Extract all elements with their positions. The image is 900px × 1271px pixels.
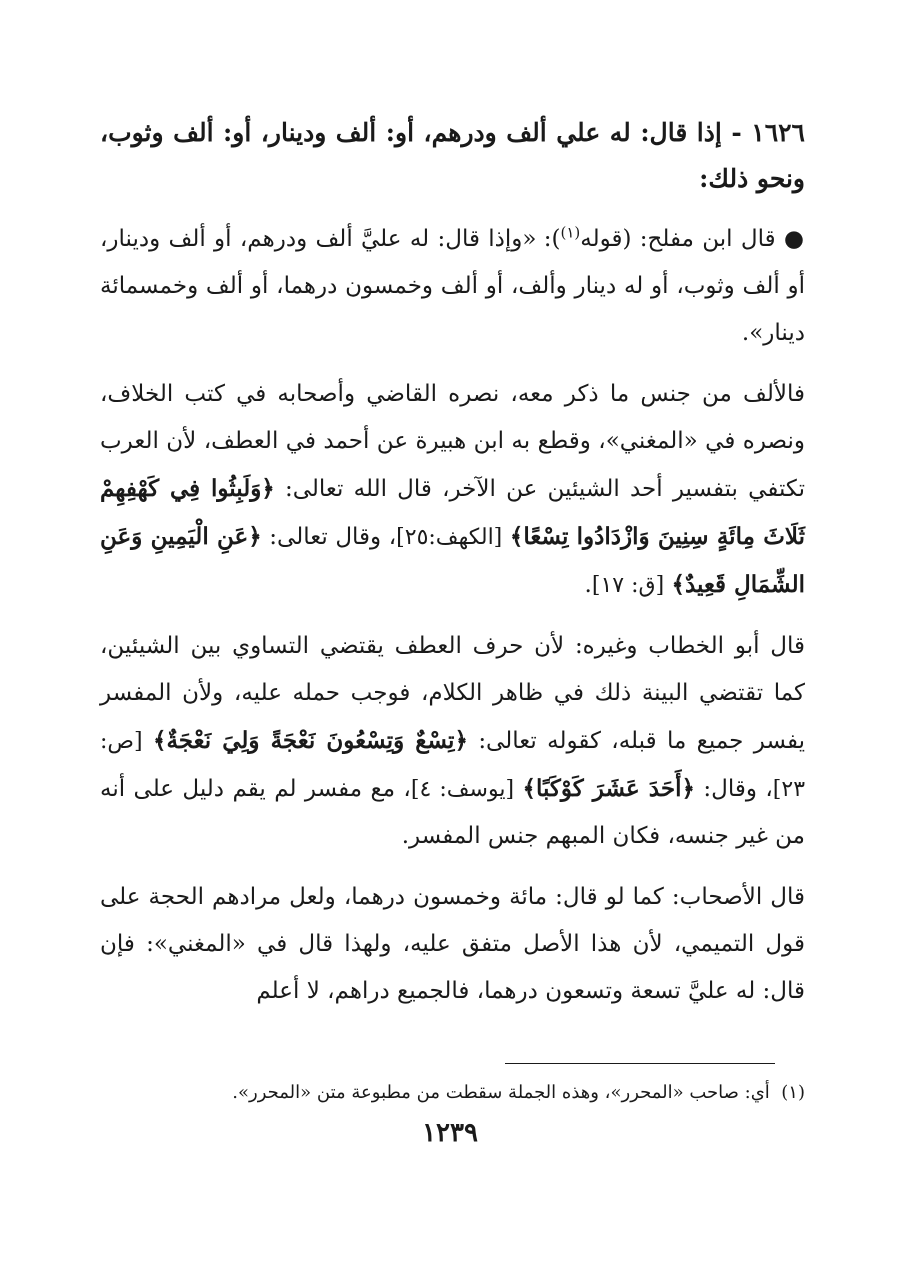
section-number: ١٦٢٦ - (731, 118, 805, 147)
paragraph-3 (100, 623, 805, 860)
paragraph-1-rest: ): «وإذا قال: له عليَّ ألف ودرهم، أو ألف ودينار، أو ألف وثوب، أو له دينار وألف، أو ألف وخمسون درهما، أو ألف وخمسمائة دينار». (100, 226, 805, 346)
verse-reference-kahf: [الكهف:٢٥] (396, 525, 503, 550)
footnote-divider (505, 1063, 775, 1064)
footnote-marker: (١) (781, 1082, 805, 1103)
paragraph-3-text-2: ، وقال: (703, 776, 773, 802)
paragraph-2-text-1: فالألف من جنس ما ذكر معه، نصره القاضي وأصحابه في كتب الخلاف، ونصره في «المغني»، وقطع به ابن هبيرة عن أحمد في العطف، لأن العرب تكتفي بتفسير أحد الشيئين عن الآخر، قال الله تعالى: (100, 381, 806, 502)
page-body (100, 110, 805, 1029)
paragraph-3-text-1: قال أبو الخطاب وغيره: لأن حرف العطف يقتضي التساوي بين الشيئين، كما تقتضي البينة ذلك في ظاهر الكلام، فوجب حمله عليه، ولأن المفسر يفسر جميع ما قبله، كقوله تعالى: (100, 633, 806, 754)
paragraph-2-text-2: ، وقال تعالى: (269, 524, 397, 550)
quran-verse-yusuf: ﴿أَحَدَ عَشَرَ كَوْكَبًا﴾ (522, 775, 695, 802)
section-heading (100, 110, 805, 202)
footnote-reference[interactable]: (١) (560, 223, 581, 242)
quran-verse-sad: ﴿تِسْعٌ وَتِسْعُونَ نَعْجَةً وَلِيَ نَعْجَةٌ﴾ (152, 727, 468, 754)
verse-reference-qaf: [ق: ١٧] (591, 573, 665, 598)
paragraph-4-text: قال الأصحاب: كما لو قال: مائة وخمسون درهما، ولعل مرادهم الحجة على قول التميمي، لأن هذا الأصل متفق عليه، ولهذا قال في «المغني»: فإن قال: له عليَّ تسعة وتسعون درهما، فالجميع دراهم، لا أعلم (100, 884, 805, 1004)
footnote-text: أي: صاحب «المحرر»، وهذه الجملة سقطت من مطبوعة متن «المحرر». (232, 1082, 770, 1103)
quran-verse-kahf: ﴿وَلَبِثُوا فِي كَهْفِهِمْ ثَلَاثَ مِائَةٍ سِنِينَ وَازْدَادُوا تِسْعًا﴾ (100, 475, 805, 550)
verse-reference-sad: [ص: ٢٣] (100, 729, 806, 802)
paragraph-4 (100, 874, 805, 1015)
bullet-icon: ● (783, 226, 805, 252)
paragraph-1-lead: قال ابن مفلح: (قوله (580, 226, 776, 252)
verse-reference-yusuf: [يوسف: ٤] (410, 777, 515, 802)
paragraph-2-end: . (584, 572, 592, 598)
footnote (100, 1078, 805, 1108)
paragraph-1 (100, 216, 805, 357)
paragraph-2 (100, 371, 805, 609)
page-number: ١٢٣٩ (422, 1118, 478, 1148)
quran-verse-qaf: ﴿عَنِ الْيَمِينِ وَعَنِ الشِّمَالِ قَعِيدٌ﴾ (100, 523, 805, 598)
section-title: إذا قال: له علي ألف ودرهم، أو: ألف ودينار، أو: ألف وثوب، ونحو ذلك: (100, 118, 805, 193)
paragraph-3-text-3: ، مع مفسر لم يقم دليل على أنه من غير جنسه، فكان المبهم جنس المفسر. (100, 776, 805, 849)
